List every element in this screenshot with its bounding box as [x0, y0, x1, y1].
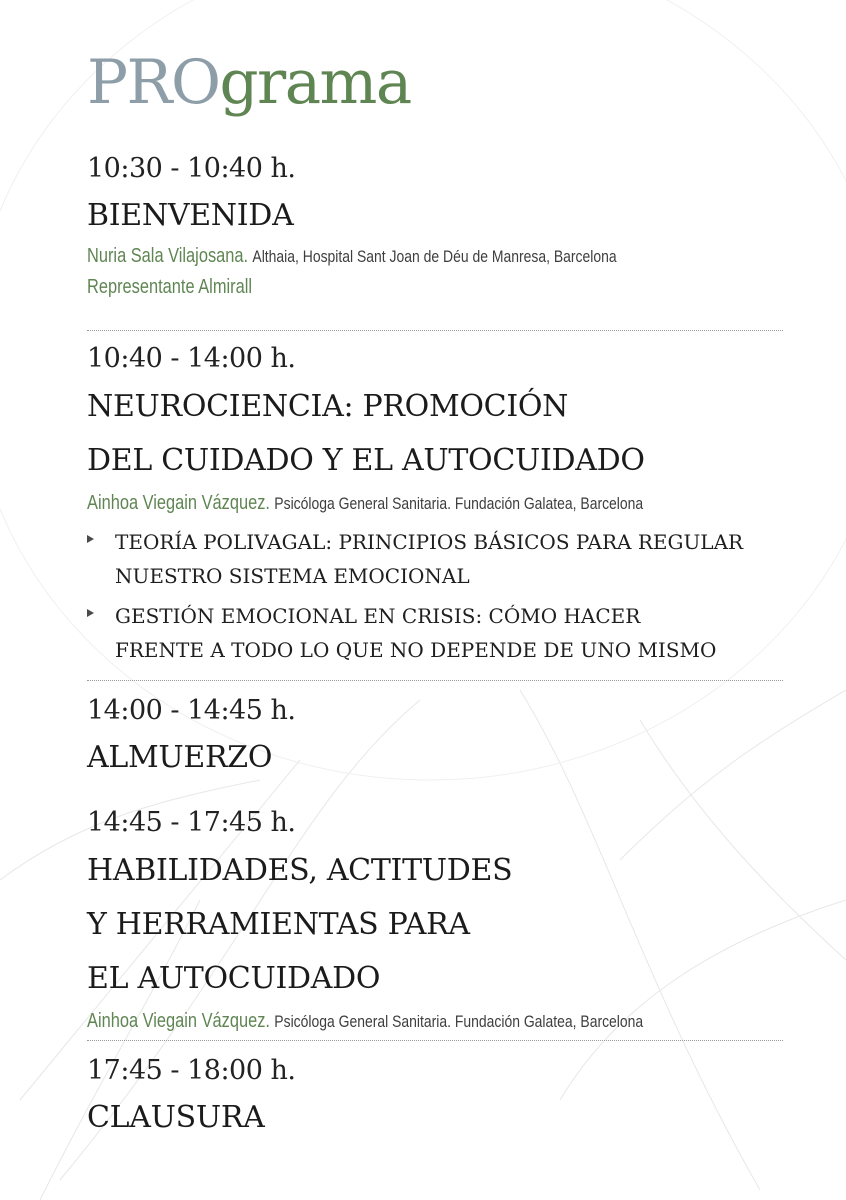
session-neurociencia [87, 342, 787, 673]
speaker-name: Representante Almirall [87, 276, 252, 298]
speaker-name: Ainhoa Viegain Vázquez. [87, 1010, 270, 1032]
section-divider [87, 1040, 783, 1041]
title-part-grama: grama [219, 47, 411, 118]
session-bienvenida [87, 152, 787, 302]
speaker-line [87, 272, 661, 302]
session-time: 10:40 - 14:00 h. [87, 343, 296, 374]
session-heading-line: HABILIDADES, ACTITUDES [87, 853, 513, 888]
session-time: 10:30 - 10:40 h. [87, 153, 296, 184]
session-time: 14:00 - 14:45 h. [87, 695, 296, 726]
topic-line: NUESTRO SISTEMA EMOCIONAL [115, 564, 470, 588]
session-heading-line: DEL CUIDADO Y EL AUTOCUIDADO [87, 443, 645, 478]
section-divider [87, 330, 783, 331]
speaker-affiliation: Althaia, Hospital Sant Joan de Déu de Manresa, Barcelona [252, 247, 617, 266]
triangle-bullet-icon [87, 609, 94, 617]
session-heading-line: NEUROCIENCIA: PROMOCIÓN [87, 389, 569, 424]
triangle-bullet-icon [87, 535, 94, 543]
session-heading-line: Y HERRAMIENTAS PARA [87, 907, 470, 942]
speaker-line [87, 1006, 661, 1037]
page-title [87, 47, 411, 118]
session-time: 14:45 - 17:45 h. [87, 807, 296, 838]
topic-item [87, 599, 787, 667]
session-heading: BIENVENIDA [87, 198, 294, 233]
speaker-affiliation: Psicóloga General Sanitaria. Fundación Galatea, Barcelona [274, 494, 644, 513]
session-clausura [87, 1054, 787, 1143]
session-heading: ALMUERZO [87, 740, 273, 775]
session-heading: CLAUSURA [87, 1100, 265, 1135]
session-almuerzo [87, 694, 787, 783]
section-divider [87, 680, 783, 681]
session-heading-line: EL AUTOCUIDADO [87, 961, 381, 996]
speaker-affiliation: Psicóloga General Sanitaria. Fundación Galatea, Barcelona [274, 1012, 644, 1031]
topic-line: FRENTE A TODO LO QUE NO DEPENDE DE UNO MISMO [115, 638, 717, 662]
speaker-name: Ainhoa Viegain Vázquez. [87, 492, 270, 514]
speaker-line [87, 488, 661, 519]
topic-line: GESTIÓN EMOCIONAL EN CRISIS: CÓMO HACER [115, 604, 641, 628]
session-time: 17:45 - 18:00 h. [87, 1055, 296, 1086]
speaker-line [87, 241, 661, 272]
speaker-name: Nuria Sala Vilajosana. [87, 245, 249, 267]
session-habilidades [87, 806, 787, 1037]
topic-item [87, 525, 787, 593]
title-part-pro: PRO [87, 47, 220, 118]
topic-line: TEORÍA POLIVAGAL: PRINCIPIOS BÁSICOS PARA REGULAR [115, 530, 744, 554]
topic-list [87, 525, 787, 667]
